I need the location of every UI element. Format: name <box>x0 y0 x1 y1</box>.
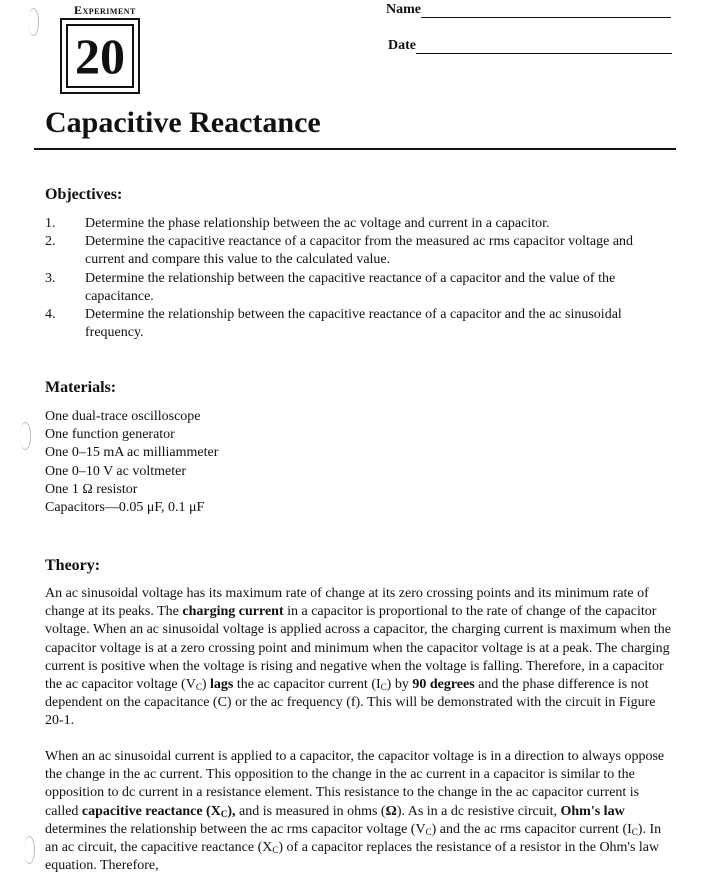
text-run: capacitive reactance (X <box>81 803 221 819</box>
name-field <box>386 2 671 18</box>
page-title: Capacitive Reactance <box>45 106 321 139</box>
experiment-number-box <box>60 18 140 94</box>
text-run: in a capacitor is proportional to the rate of change of the capacitor voltage. When an ac sinusoidal voltage is applied across a capacitor, the charging current is maximum when the capacitor voltage is at a zero crossing point and minimum when the capacitor voltage is at a peak. The charging current is positive when the voltage is rising and negative when the voltage is falling. Therefore, in a capacitor the ac capacitor voltage (V <box>45 604 672 693</box>
experiment-number: 20 <box>66 24 134 88</box>
objective-text: Determine the relationship between the capacitive reactance of a capacitor and the value of the capacitance. <box>85 270 616 304</box>
binder-hole <box>24 836 35 864</box>
text-run: the ac capacitor current (I <box>233 677 381 693</box>
text-run: determines the relationship between the ac rms capacitor voltage (V <box>45 821 426 837</box>
subscript: C <box>195 682 202 693</box>
bold-term-charging-current: charging current <box>182 604 284 620</box>
subscript: C <box>272 845 279 856</box>
material-item: One function generator <box>45 427 175 443</box>
material-item: One 1 Ω resistor <box>45 481 138 497</box>
objective-text: Determine the phase relationship between the ac voltage and current in a capacitor. <box>85 216 550 231</box>
objectives-list <box>45 215 675 342</box>
text-run: ) <box>201 677 210 693</box>
text-run: ). In an ac circuit, the capacitive reactance (X <box>45 821 662 856</box>
materials-list <box>45 408 445 517</box>
materials-heading: Materials: <box>45 379 117 396</box>
objective-number: 3. <box>45 270 56 286</box>
date-field <box>388 38 672 54</box>
objective-item <box>45 270 675 306</box>
material-item: Capacitors—0.05 μF, 0.1 μF <box>45 500 205 516</box>
objective-number: 2. <box>45 234 56 250</box>
subscript: C <box>631 826 638 837</box>
text-run: ) and the ac rms capacitor current (I <box>431 821 632 837</box>
subscript: C <box>425 826 432 837</box>
text-run: When an ac sinusoidal current is applied to a capacitor, the capacitor voltage is in a direction to always oppose the change in the ac current. This opposition to the change in the ac current in a capacitor is similar to the opposition to dc current in a resistance element. This resistance to the change in the ac capacitor current is called <box>45 749 665 819</box>
material-item: One 0–10 V ac voltmeter <box>45 463 187 479</box>
name-blank[interactable] <box>421 3 671 18</box>
objective-number: 1. <box>45 216 56 231</box>
theory-paragraph-2 <box>45 748 675 875</box>
date-blank[interactable] <box>416 39 672 54</box>
bold-term-ohms-law: Ohm's law <box>560 803 625 819</box>
material-item: One 0–15 mA ac milliammeter <box>45 445 219 461</box>
bold-term-lags: lags <box>210 677 234 693</box>
bold-term-capacitive-reactance <box>82 804 236 819</box>
experiment-label: Experiment <box>74 3 136 17</box>
text-run: An ac sinusoidal voltage has its maximum rate of change at its zero crossing points and its minimum rate of change at its peaks. The <box>45 586 649 620</box>
text-run: ), <box>227 803 236 819</box>
text-run: ) by <box>386 677 413 693</box>
name-label: Name <box>386 2 421 17</box>
bold-term-ohm-symbol: Ω <box>385 803 397 819</box>
text-run: ). As in a dc resistive circuit, <box>396 803 561 819</box>
objective-item <box>45 215 675 233</box>
text-run: ) of a capacitor replaces the resistance of a resistor in the Ohm's law equation. Therefore, <box>45 840 660 874</box>
subscript: C <box>380 682 387 693</box>
date-label: Date <box>388 38 416 53</box>
objectives-heading: Objectives: <box>45 186 123 203</box>
objective-text: Determine the relationship between the capacitive reactance of a capacitor and the ac sinusoidal frequency. <box>85 307 622 341</box>
binder-hole <box>28 8 39 36</box>
theory-paragraph-1 <box>45 585 675 731</box>
objective-item <box>45 233 675 269</box>
objective-text: Determine the capacitive reactance of a capacitor from the measured ac rms capacitor voltage and current and compare this value to the calculated value. <box>85 234 634 268</box>
text-run: and is measured in ohms ( <box>235 803 386 819</box>
title-divider <box>34 148 676 150</box>
binder-hole <box>20 422 31 450</box>
theory-heading: Theory: <box>45 557 101 574</box>
material-item: One dual-trace oscilloscope <box>45 409 201 424</box>
objective-item <box>45 306 675 342</box>
objective-number: 4. <box>45 307 56 323</box>
text-run: and the phase difference is not dependent on the capacitance (C) or the ac frequency (f). This will be demonstrated with the circuit in Figure 20-1. <box>45 677 656 729</box>
bold-term-90-degrees: 90 degrees <box>412 677 475 693</box>
subscript: C <box>220 808 228 819</box>
